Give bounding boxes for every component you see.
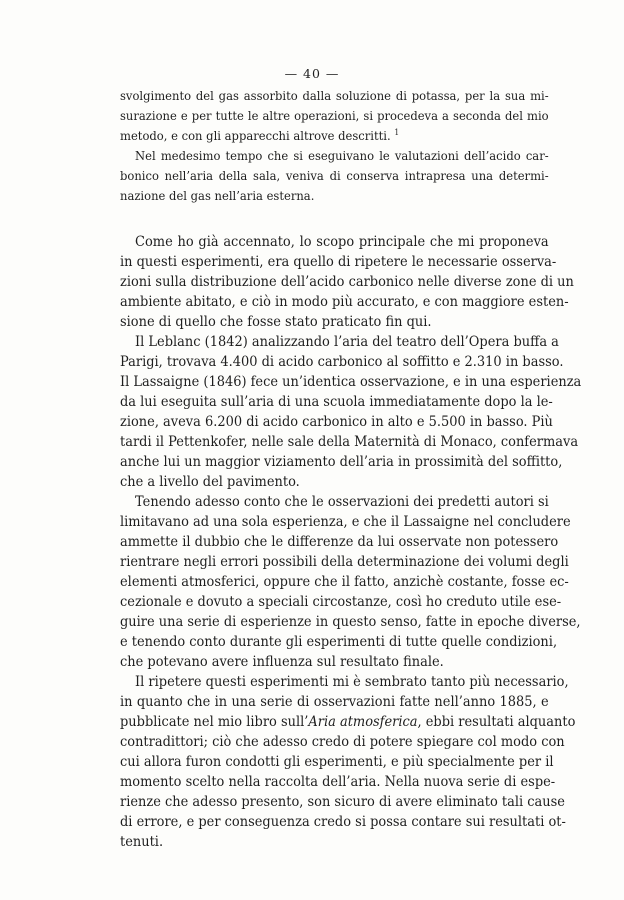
text-line: Nel medesimo tempo che si eseguivano le valutazioni dell’acido car- [135, 149, 549, 163]
text-line: in questi esperimenti, era quello di ripetere le necessarie osserva- [120, 254, 557, 270]
text-line: nazione del gas nell’aria esterna. [120, 189, 315, 203]
text-line: rienze che adesso presento, son sicuro di avere eliminato tali cause [120, 794, 565, 810]
text-line: anche lui un maggior viziamento dell’aria in prossimità del soffitto, [120, 454, 563, 470]
text-line: limitavano ad una sola esperienza, e che il Lassaigne nel concludere [120, 514, 571, 530]
page-number: — 40 — [284, 66, 340, 81]
text-line: ammette il dubbio che le differenze da lui osservate non potessero [120, 534, 559, 550]
book-title: Aria atmosferica [308, 714, 418, 730]
text-line-content: pubblicate nel mio libro sull’ [120, 714, 309, 730]
text-line: bonico nell’aria della sala, veniva di conserva intrapresa una determi- [120, 169, 549, 183]
text-line: cui allora furon condotti gli esperimenti, e più specialmente per il [120, 754, 554, 770]
text-line: che a livello del pavimento. [120, 474, 300, 490]
text-line: svolgimento del gas assorbito dalla soluzione di potassa, per la sua mi- [120, 89, 549, 103]
text-line-content: , ebbi resultati alquanto [417, 714, 576, 730]
text-line: surazione e per tutte le altre operazioni, si procedeva a seconda del mio [120, 109, 549, 123]
text-line: contradittori; ciò che adesso credo di potere spiegare col modo con [120, 734, 565, 750]
text-line: ambiente abitato, e ciò in modo più accurato, e con maggiore esten- [120, 294, 569, 310]
text-line-content: metodo, e con gli apparecchi altrove descritti. [120, 129, 391, 143]
footnote-reference: 1 [394, 127, 400, 137]
text-line: Il Lassaigne (1846) fece un’identica osservazione, e in una esperienza [120, 374, 582, 390]
text-line: guire una serie di esperienze in questo senso, fatte in epoche diverse, [120, 614, 581, 630]
text-line: che potevano avere influenza sul resultato finale. [120, 654, 444, 670]
text-line: Parigi, trovava 4.400 di acido carbonico al soffitto e 2.310 in basso. [120, 354, 564, 370]
text-line: zioni sulla distribuzione dell’acido carbonico nelle diverse zone di un [120, 274, 574, 290]
text-line: in quanto che in una serie di osservazioni fatte nell’anno 1885, e [120, 694, 549, 710]
text-line: da lui eseguita sull’aria di una scuola immediatamente dopo la le- [120, 394, 553, 410]
text-line: sione di quello che fosse stato praticato fin qui. [120, 314, 432, 330]
text-line: cezionale e dovuto a speciali circostanze, così ho creduto utile ese- [120, 594, 562, 610]
text-line: zione, aveva 6.200 di acido carbonico in alto e 5.500 in basso. Più [120, 414, 553, 430]
text-line: rientrare negli errori possibili della determinazione dei volumi degli [120, 554, 569, 570]
text-line: Tenendo adesso conto che le osservazioni dei predetti autori si [135, 494, 549, 510]
text-line [120, 126, 549, 146]
text-line [120, 712, 576, 732]
text-line: di errore, e per conseguenza credo si possa contare sui resultati ot- [120, 814, 566, 830]
text-line: e tenendo conto durante gli esperimenti di tutte quelle condizioni, [120, 634, 558, 650]
text-line: elementi atmosferici, oppure che il fatto, anzichè costante, fosse ec- [120, 574, 569, 590]
text-line: momento scelto nella raccolta dell’aria. Nella nuova serie di espe- [120, 774, 556, 790]
text-line: Il ripetere questi esperimenti mi è sembrato tanto più necessario, [135, 674, 569, 690]
text-line: Come ho già accennato, lo scopo principale che mi proponeva [135, 234, 549, 250]
text-line: tardi il Pettenkofer, nelle sale della Maternità di Monaco, confermava [120, 434, 579, 450]
text-line: tenuti. [120, 834, 164, 850]
text-line: Il Leblanc (1842) analizzando l’aria del teatro dell’Opera buffa a [135, 334, 559, 350]
